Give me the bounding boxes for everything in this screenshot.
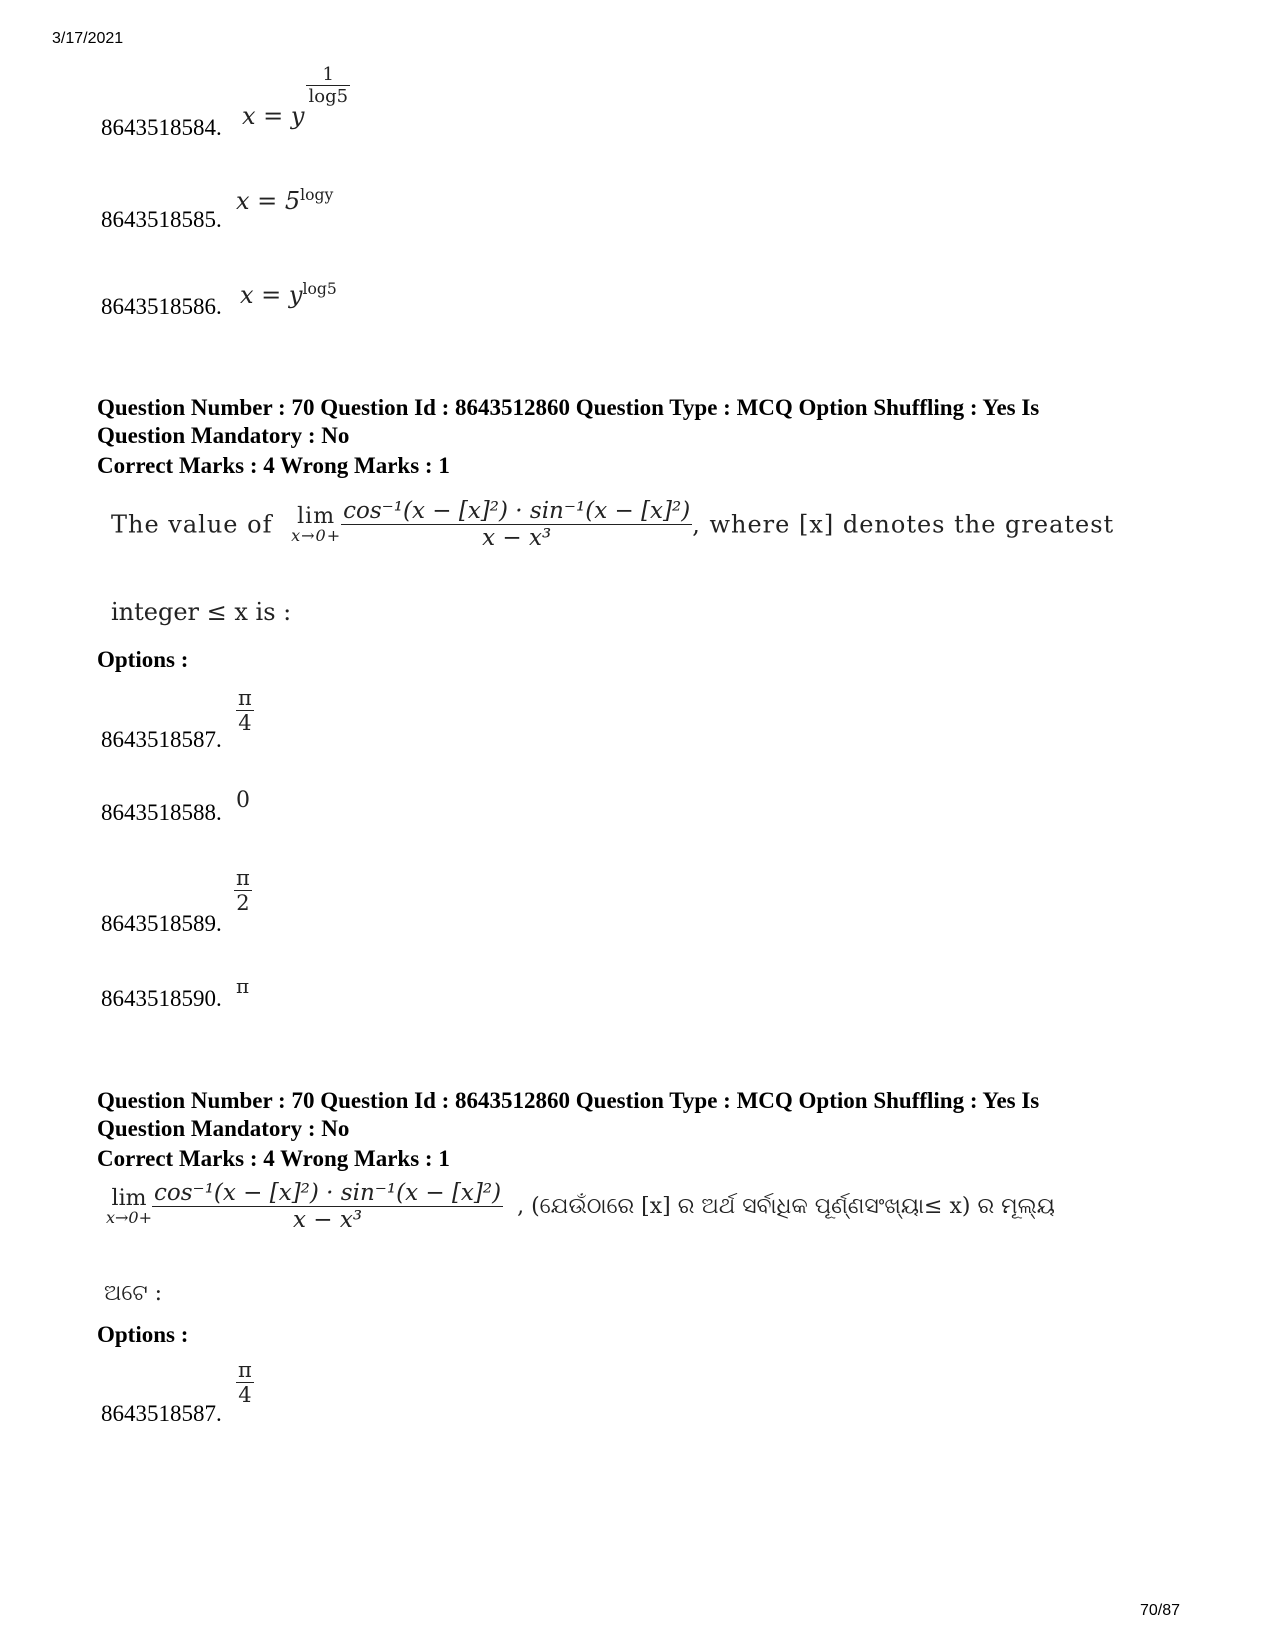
question-header-line: Question Mandatory : No bbox=[97, 423, 350, 448]
question-text bbox=[111, 498, 1171, 551]
question-marks: Correct Marks : 4 Wrong Marks : 1 bbox=[97, 1146, 450, 1171]
fraction-numerator: 1 bbox=[322, 64, 334, 85]
option-expression bbox=[240, 280, 337, 309]
option-value: π bbox=[236, 974, 250, 998]
option-id: 8643518589. bbox=[101, 911, 222, 936]
question-text-suffix: , where [x] denotes the greatest bbox=[692, 510, 1115, 539]
page-date: 3/17/2021 bbox=[52, 30, 124, 47]
limit-operator bbox=[291, 503, 342, 545]
question-header bbox=[97, 394, 1197, 450]
fraction-numerator: π bbox=[236, 866, 250, 890]
option-id: 8643518587. bbox=[101, 1401, 222, 1426]
question-text-prefix: The value of bbox=[111, 510, 273, 539]
option-fraction bbox=[234, 866, 252, 915]
option-fraction bbox=[236, 686, 254, 735]
question-text-suffix: , (ଯେଉଁଠାରେ [x] ର ଅର୍ଥ ସର୍ବାଧିକ ପୂର୍ଣ୍ଣସଂଖ୍ୟା≤ x) ର ମୂଲ୍ୟ bbox=[517, 1194, 1055, 1219]
fraction-denominator: 4 bbox=[238, 711, 252, 735]
option-id: 8643518584. bbox=[101, 115, 222, 140]
option-id: 8643518590. bbox=[101, 986, 222, 1011]
math-lhs: x = y bbox=[240, 281, 303, 309]
limit-fraction bbox=[341, 498, 692, 551]
question-marks: Correct Marks : 4 Wrong Marks : 1 bbox=[97, 453, 450, 478]
option-expression bbox=[242, 64, 350, 130]
fraction-denominator: x − x³ bbox=[482, 525, 552, 551]
option-id: 8643518588. bbox=[101, 800, 222, 825]
option-id: 8643518587. bbox=[101, 727, 222, 752]
page-number: 70/87 bbox=[1139, 1602, 1180, 1619]
question-text-line2: integer ≤ x is : bbox=[111, 598, 292, 626]
option-fraction bbox=[236, 1358, 254, 1407]
question-header bbox=[97, 1087, 1197, 1143]
option-expression bbox=[236, 186, 333, 215]
math-lhs: x = 5 bbox=[236, 187, 301, 215]
math-lhs: x = y bbox=[242, 102, 305, 130]
question-text-line2: ଅଟେ : bbox=[104, 1281, 163, 1306]
options-label: Options : bbox=[97, 1322, 189, 1347]
option-id: 8643518585. bbox=[101, 207, 222, 232]
option-value: 0 bbox=[236, 788, 250, 813]
question-text bbox=[106, 1180, 1186, 1233]
limit-operator bbox=[106, 1185, 153, 1227]
fraction-denominator: log5 bbox=[308, 86, 349, 107]
lim-word: lim bbox=[111, 1185, 147, 1211]
option-id: 8643518586. bbox=[101, 294, 222, 319]
limit-fraction bbox=[152, 1180, 503, 1233]
options-label: Options : bbox=[97, 647, 189, 672]
fraction-numerator: π bbox=[238, 1358, 252, 1382]
question-header-line: Question Mandatory : No bbox=[97, 1116, 350, 1141]
fraction-numerator: cos⁻¹(x − [x]²) · sin⁻¹(x − [x]²) bbox=[343, 498, 691, 524]
lim-subscript: x→0+ bbox=[291, 525, 342, 545]
fraction-numerator: π bbox=[238, 686, 252, 710]
math-exponent: log5 bbox=[302, 280, 337, 298]
fraction-denominator: 2 bbox=[236, 891, 250, 915]
fraction-denominator: x − x³ bbox=[293, 1207, 363, 1233]
lim-word: lim bbox=[297, 503, 336, 529]
fraction-denominator: 4 bbox=[238, 1383, 252, 1407]
math-exponent: logy bbox=[300, 186, 334, 204]
question-header-line: Question Number : 70 Question Id : 8643512860 Question Type : MCQ Option Shuffling : Yes Is bbox=[97, 395, 1040, 420]
lim-subscript: x→0+ bbox=[106, 1207, 153, 1227]
exponent-fraction bbox=[306, 64, 350, 107]
fraction-numerator: cos⁻¹(x − [x]²) · sin⁻¹(x − [x]²) bbox=[154, 1180, 502, 1206]
question-header-line: Question Number : 70 Question Id : 8643512860 Question Type : MCQ Option Shuffling : Yes Is bbox=[97, 1088, 1040, 1113]
